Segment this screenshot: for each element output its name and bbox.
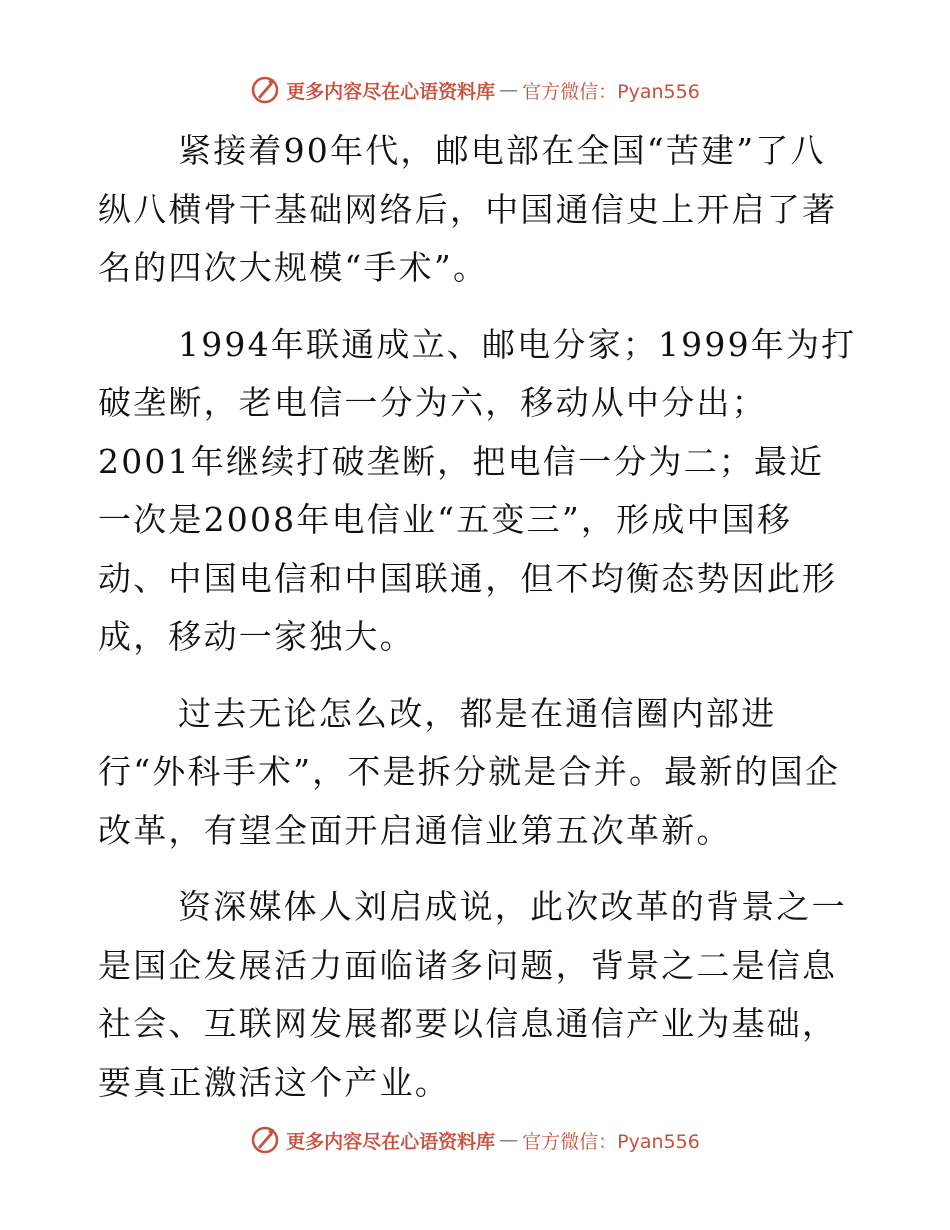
header-separator: — — [499, 79, 519, 101]
paragraph-4: 资深媒体人刘启成说，此次改革的背景之一是国企发展活力面临诸多问题，背景之二是信息社会、互联网发展都要以信息通信产业为基础，要真正激活这个产业。 — [98, 887, 847, 1102]
header-brand-text: 更多内容尽在心语资料库 — [286, 80, 496, 103]
paragraph-2: 1994年联通成立、邮电分家；1999年为打破垄断，老电信一分为六，移动从中分出；2001年继续打破垄断，把电信一分为二；最近一次是2008年电信业“五变三”，形成中国移动、中国电信和中国联通，但不均衡态势因此形成，移动一家独大。 — [98, 324, 857, 656]
quill-pen-circle-icon — [250, 75, 280, 105]
footer-wechat-text: 官方微信：Pyan556 — [522, 1130, 700, 1153]
paragraph-1: 紧接着90年代，邮电部在全国“苦建”了八纵八横骨干基础网络后，中国通信史上开启了著名的四次大规模“手术”。 — [98, 131, 838, 287]
header-wechat-text: 官方微信：Pyan556 — [522, 80, 700, 103]
footer-brand-text: 更多内容尽在心语资料库 — [286, 1130, 496, 1153]
paragraph-3: 过去无论怎么改，都是在通信圈内部进行“外科手术”，不是拆分就是合并。最新的国企改革，有望全面开启通信业第五次革新。 — [98, 693, 841, 850]
quill-pen-circle-icon — [250, 1125, 280, 1155]
footer-banner — [0, 1120, 950, 1160]
document-body — [98, 122, 858, 1112]
header-banner — [0, 70, 950, 110]
footer-separator: — — [499, 1129, 519, 1151]
